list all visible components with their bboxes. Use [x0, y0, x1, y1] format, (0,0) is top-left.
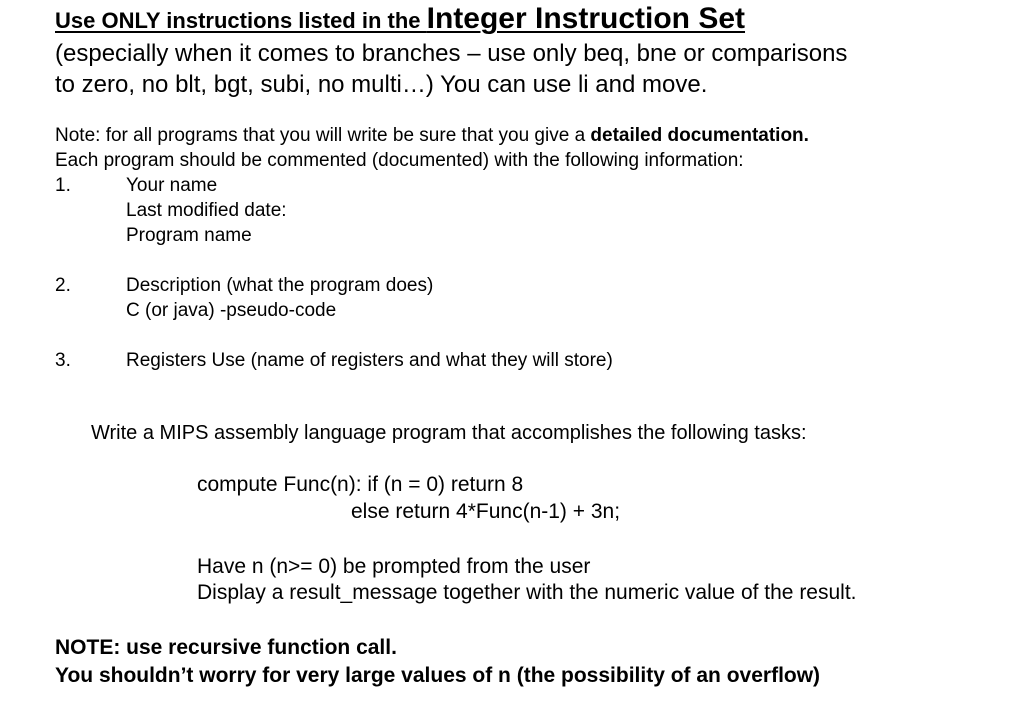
page-title	[55, 2, 745, 36]
list-item-2	[126, 273, 433, 323]
final-note-line-1: NOTE: use recursive function call.	[55, 636, 397, 659]
note-line-2: Each program should be commented (documented) with the following information:	[55, 150, 744, 171]
list-item-1-line-3: Program name	[126, 225, 252, 246]
final-note	[55, 634, 820, 690]
display-instruction: Display a result_message together with the numeric value of the result.	[197, 581, 857, 604]
list-item-3-line-1: Registers Use (name of registers and what they will store)	[126, 350, 613, 371]
list-number-3: 3.	[55, 350, 71, 371]
list-number-1: 1.	[55, 175, 71, 196]
list-number-2: 2.	[55, 275, 71, 296]
list-item-1-line-1: Your name	[126, 175, 218, 196]
list-item-3	[126, 348, 613, 373]
intro-line-1: (especially when it comes to branches – use only beq, bne or comparisons	[55, 40, 848, 67]
note-line-1-text: Note: for all programs that you will write be sure that you give a	[55, 125, 591, 146]
func-definition-line-1: compute Func(n): if (n = 0) return 8	[197, 473, 524, 496]
title-emphasis: Integer Instruction Set	[426, 2, 746, 35]
final-note-line-2: You shouldn’t worry for very large values of n (the possibility of an overflow)	[55, 664, 821, 687]
intro-line-2: to zero, no blt, bgt, subi, no multi…) You can use li and move.	[55, 71, 708, 98]
note-paragraph	[55, 123, 809, 173]
note-line-1	[55, 123, 809, 148]
task-intro: Write a MIPS assembly language program that accomplishes the following tasks:	[91, 422, 807, 444]
title-prefix: Use ONLY instructions listed in the	[55, 8, 427, 33]
list-item-1-line-2: Last modified date:	[126, 200, 287, 221]
intro-paragraph	[55, 38, 847, 100]
func-definition-line-2: else return 4*Func(n-1) + 3n;	[351, 500, 621, 523]
list-item-2-line-2: C (or java) -pseudo-code	[126, 300, 337, 321]
list-item-1	[126, 173, 287, 248]
list-item-2-line-1: Description (what the program does)	[126, 275, 434, 296]
prompt-instruction: Have n (n>= 0) be prompted from the user	[197, 555, 591, 578]
note-line-1-bold: detailed documentation.	[590, 125, 809, 146]
